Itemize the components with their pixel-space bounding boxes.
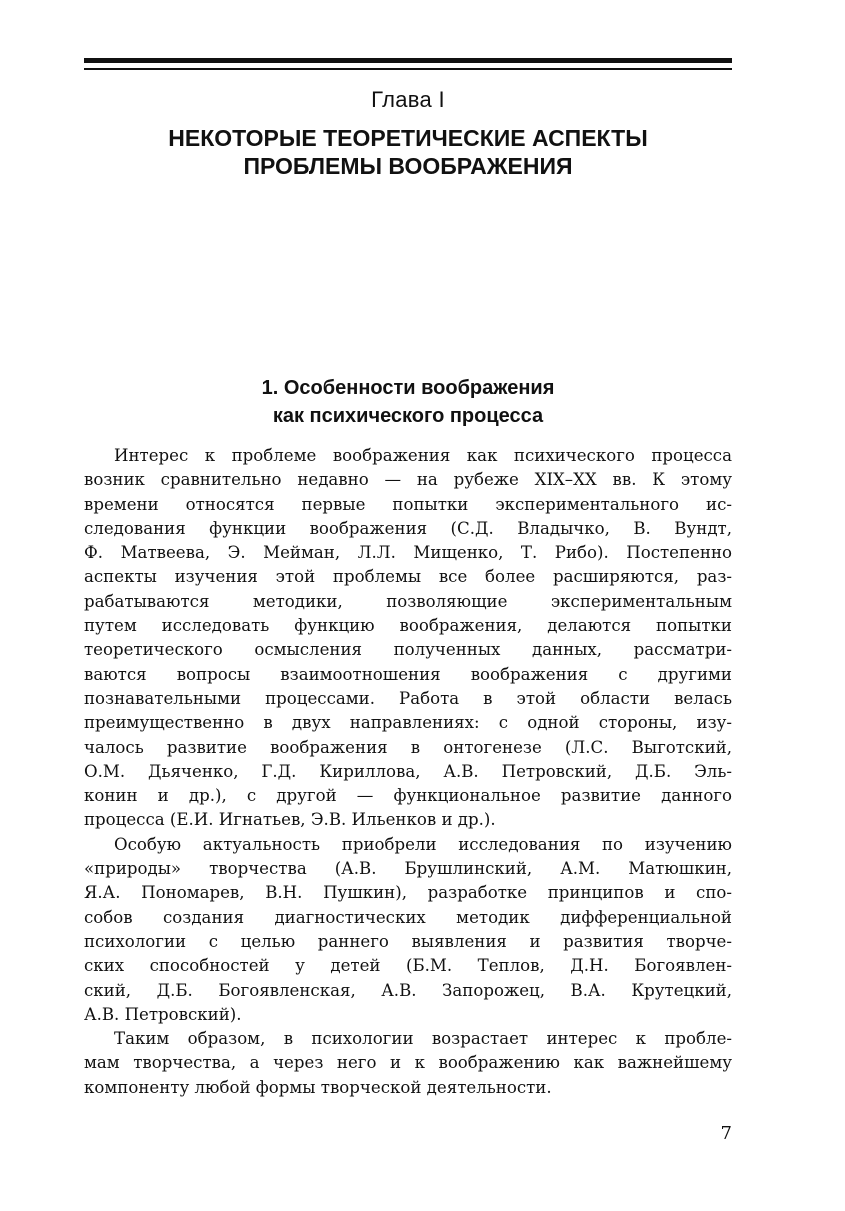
text-line: А.В. Петровский). xyxy=(84,1004,242,1024)
chapter-label: Глава I xyxy=(371,87,445,112)
text-line: познавательными процессами. Работа в этой области велась xyxy=(84,688,732,708)
text-line: чалось развитие воображения в онтогенезе (Л.С. Выготский, xyxy=(84,737,732,757)
text-line: возник сравнительно недавно — на рубеже XIX–XX вв. К этому xyxy=(84,470,732,490)
text-line: процесса (Е.И. Игнатьев, Э.В. Ильенков и др.). xyxy=(84,810,496,830)
text-line: Особую актуальность приобрели исследования по изучению xyxy=(114,834,732,854)
text-line: путем исследовать функцию воображения, делаются попытки xyxy=(84,616,732,636)
text-line: ский, Д.Б. Богоявленская, А.В. Запорожец, В.А. Крутецкий, xyxy=(84,980,732,1000)
text-line: Таким образом, в психологии возрастает интерес к пробле- xyxy=(114,1029,732,1049)
text-line: мам творчества, а через него и к воображению как важнейшему xyxy=(84,1053,732,1073)
text-line: «природы» творчества (А.В. Брушлинский, А.М. Матюшкин, xyxy=(84,859,732,879)
section-title-line: 1. Особенности воображения xyxy=(261,377,555,399)
header-rule-thin xyxy=(84,68,732,70)
body-text xyxy=(84,444,732,1100)
text-line: преимущественно в двух направлениях: с одной стороны, изу- xyxy=(84,713,732,733)
section-title xyxy=(84,374,732,430)
text-line: компоненту любой формы творческой деятельности. xyxy=(84,1077,552,1097)
chapter-title-line: НЕКОТОРЫЕ ТЕОРЕТИЧЕСКИЕ АСПЕКТЫ xyxy=(168,125,648,151)
text-line: аспекты изучения этой проблемы все более расширяются, раз- xyxy=(84,567,732,587)
text-line: конин и др.), с другой — функциональное развитие данного xyxy=(84,786,732,806)
text-line: ских способностей у детей (Б.М. Теплов, Д.Н. Богоявлен- xyxy=(84,956,732,976)
text-line: теоретического осмысления полученных данных, рассматри- xyxy=(84,640,732,660)
chapter-title xyxy=(84,124,732,180)
text-line: Ф. Матвеева, Э. Мейман, Л.Л. Мищенко, Т. Рибо). Постепенно xyxy=(84,543,732,563)
text-line: психологии с целью раннего выявления и развития творче- xyxy=(84,931,732,951)
page-number: 7 xyxy=(720,1123,732,1144)
text-line: ваются вопросы взаимоотношения воображения с другими xyxy=(84,664,732,684)
text-line: рабатываются методики, позволяющие экспериментальным xyxy=(84,591,732,611)
chapter-title-line: ПРОБЛЕМЫ ВООБРАЖЕНИЯ xyxy=(243,153,573,179)
header-rule-thick xyxy=(84,58,732,63)
text-line: Интерес к проблеме воображения как психического процесса xyxy=(114,446,732,465)
section-title-line: как психического процесса xyxy=(272,405,544,427)
text-line: следования функции воображения (С.Д. Владычко, В. Вундт, xyxy=(84,518,732,538)
text-line: Я.А. Пономарев, В.Н. Пушкин), разработке принципов и спо- xyxy=(84,883,732,903)
text-line: О.М. Дьяченко, Г.Д. Кириллова, А.В. Петровский, Д.Б. Эль- xyxy=(84,761,732,781)
text-line: времени относятся первые попытки экспериментального ис- xyxy=(84,494,732,514)
text-line: собов создания диагностических методик дифференциальной xyxy=(84,907,732,927)
